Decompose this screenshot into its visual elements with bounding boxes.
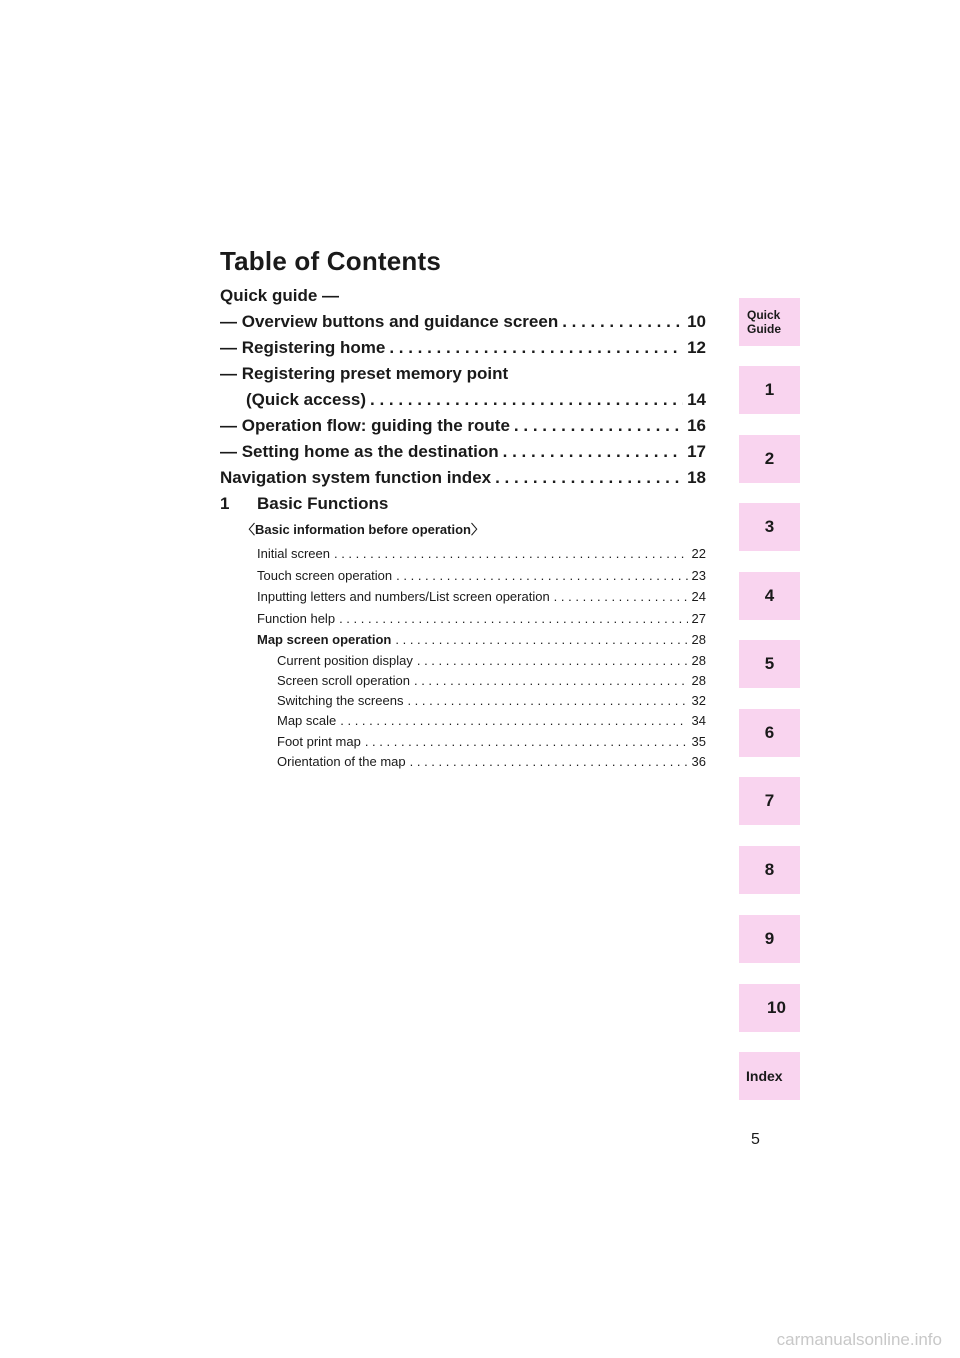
toc-entry-page: 28	[691, 652, 706, 668]
chapter-number: 1	[220, 494, 230, 513]
toc-entry-label: Map scale	[277, 713, 337, 729]
dot-leader	[562, 309, 683, 335]
dot-leader	[365, 732, 688, 752]
table-of-contents	[220, 283, 706, 772]
toc-entry-label: (Quick access)	[246, 390, 367, 409]
dot-leader	[417, 651, 688, 671]
dot-leader	[334, 543, 688, 565]
toc-entry-page: 22	[691, 546, 706, 561]
toc-entry-label: Initial screen	[257, 546, 330, 561]
toc-entry-label: Function help	[257, 610, 336, 626]
watermark: carmanualsonline.info	[776, 1330, 942, 1349]
tab-label: Guide	[747, 322, 782, 336]
toc-map-sub-entry[interactable]	[220, 651, 706, 671]
dot-leader	[389, 335, 683, 361]
toc-sub-entry[interactable]	[220, 608, 706, 630]
page-number: 5	[751, 1131, 760, 1148]
toc-map-sub-entry[interactable]	[220, 752, 706, 772]
toc-entry-preset-line1[interactable]: — Registering preset memory point	[220, 364, 509, 383]
toc-entry-page: 12	[687, 338, 706, 357]
dot-leader	[495, 465, 683, 491]
toc-entry-setting-home[interactable]	[220, 439, 706, 465]
dot-leader	[339, 608, 687, 630]
toc-entry-label: Orientation of the map	[277, 753, 406, 769]
dot-leader	[395, 629, 687, 651]
toc-entry-label: Inputting letters and numbers/List screen operation	[257, 589, 550, 604]
tab-chapter-9[interactable]: 9	[739, 915, 800, 963]
toc-entry-label: — Registering home	[220, 338, 386, 357]
toc-entry-page: 34	[691, 713, 706, 729]
tab-chapter-10[interactable]: 10	[739, 984, 800, 1032]
toc-quick-guide-heading: Quick guide —	[220, 286, 340, 305]
tab-label: Quick	[747, 308, 781, 322]
dot-leader	[370, 387, 683, 413]
toc-entry-registering-home[interactable]	[220, 335, 706, 361]
toc-entry-page: 35	[691, 733, 706, 749]
toc-map-sub-entry[interactable]	[220, 711, 706, 731]
toc-entry-operation-flow[interactable]	[220, 413, 706, 439]
dot-leader	[340, 711, 687, 731]
dot-leader	[514, 413, 683, 439]
toc-entry-page: 27	[691, 610, 706, 626]
toc-sub-entry[interactable]	[220, 586, 706, 608]
toc-entry-label: Screen scroll operation	[277, 672, 410, 688]
toc-entry-page: 24	[691, 589, 706, 604]
toc-entry-page: 23	[691, 567, 706, 583]
toc-entry-label: Foot print map	[277, 733, 361, 749]
tab-chapter-7[interactable]: 7	[739, 777, 800, 825]
tab-chapter-3[interactable]: 3	[739, 503, 800, 551]
page-title: Table of Contents	[220, 246, 442, 276]
toc-entry-preset-line2[interactable]	[220, 387, 706, 413]
toc-map-sub-entry[interactable]	[220, 732, 706, 752]
toc-map-sub-entry[interactable]	[220, 691, 706, 711]
dot-leader	[396, 565, 687, 587]
toc-entry-map-screen[interactable]	[220, 629, 706, 651]
toc-entry-page: 10	[687, 312, 706, 331]
toc-entry-page: 32	[691, 693, 706, 709]
toc-entry-label: Navigation system function index	[220, 468, 492, 487]
toc-entry-label: Map screen operation	[257, 632, 392, 647]
tab-chapter-1[interactable]: 1	[739, 366, 800, 414]
toc-sub-entry[interactable]	[220, 543, 706, 565]
tab-chapter-8[interactable]: 8	[739, 846, 800, 894]
toc-entry-page: 18	[687, 468, 706, 487]
tab-chapter-4[interactable]: 4	[739, 572, 800, 620]
dot-leader	[410, 752, 688, 772]
toc-entry-page: 28	[691, 632, 706, 647]
dot-leader	[503, 439, 683, 465]
tab-quick-guide[interactable]	[739, 298, 800, 346]
toc-sub-entry[interactable]	[220, 565, 706, 587]
toc-entry-label: Current position display	[277, 652, 413, 668]
toc-entry-page: 36	[691, 753, 706, 769]
toc-entry-label: — Operation flow: guiding the route	[220, 416, 510, 435]
toc-entry-function-index[interactable]	[220, 465, 706, 491]
toc-chapter-1[interactable]	[220, 491, 706, 517]
toc-entry-label: — Setting home as the destination	[220, 442, 499, 461]
toc-entry-page: 14	[687, 390, 706, 409]
dot-leader	[414, 671, 688, 691]
tab-chapter-6[interactable]: 6	[739, 709, 800, 757]
tab-chapter-5[interactable]: 5	[739, 640, 800, 688]
toc-entry-page: 28	[691, 672, 706, 688]
toc-entry-label: Switching the screens	[277, 693, 404, 709]
chapter-title: Basic Functions	[257, 494, 389, 513]
toc-entry-overview[interactable]	[220, 309, 706, 335]
toc-entry-label: — Overview buttons and guidance screen	[220, 312, 559, 331]
toc-entry-page: 16	[687, 416, 706, 435]
toc-entry-label: Touch screen operation	[257, 567, 393, 583]
tab-chapter-2[interactable]: 2	[739, 435, 800, 483]
toc-section-header: 〈Basic information before operation〉	[242, 522, 484, 537]
dot-leader	[554, 586, 688, 608]
toc-entry-page: 17	[687, 442, 706, 461]
toc-map-sub-entry[interactable]	[220, 671, 706, 691]
dot-leader	[407, 691, 687, 711]
tab-index[interactable]: Index	[739, 1052, 800, 1100]
